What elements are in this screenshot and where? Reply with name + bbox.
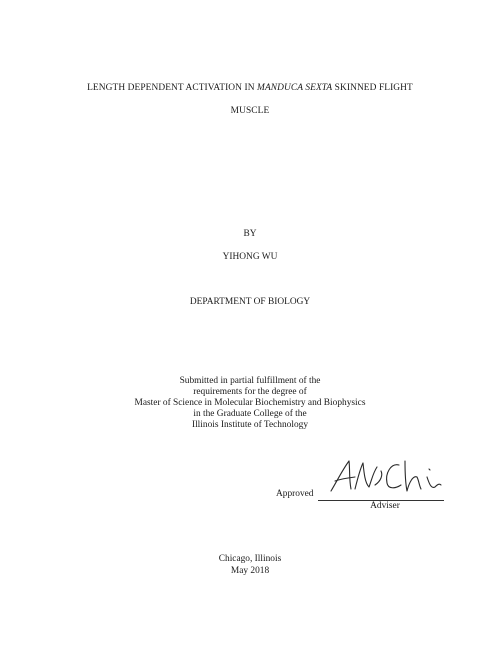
author-name: YIHONG WU (222, 252, 278, 262)
submission-date: May 2018 (230, 566, 270, 576)
title-text-before: LENGTH DEPENDENT ACTIVATION IN (87, 83, 258, 93)
submission-line-5: Illinois Institute of Technology (191, 420, 309, 430)
title-species-name: MANDUCA SEXTA (257, 83, 333, 93)
approved-label: Approved (276, 489, 314, 499)
thesis-title-line-2: MUSCLE (230, 106, 270, 116)
department-name: DEPARTMENT OF BIOLOGY (189, 297, 311, 307)
submission-line-2: requirements for the degree of (193, 387, 307, 397)
location: Chicago, Illinois (218, 554, 282, 564)
approval-row (276, 487, 446, 501)
title-text-after: SKINNED FLIGHT (332, 83, 413, 93)
submission-line-1: Submitted in partial fulfillment of the (179, 376, 321, 386)
submission-line-3: Master of Science in Molecular Biochemistry and Biophysics (134, 398, 366, 408)
by-label: BY (243, 229, 257, 239)
submission-line-4: in the Graduate College of the (193, 409, 307, 419)
thesis-title-line-1 (0, 82, 500, 94)
adviser-label: Adviser (370, 501, 400, 511)
